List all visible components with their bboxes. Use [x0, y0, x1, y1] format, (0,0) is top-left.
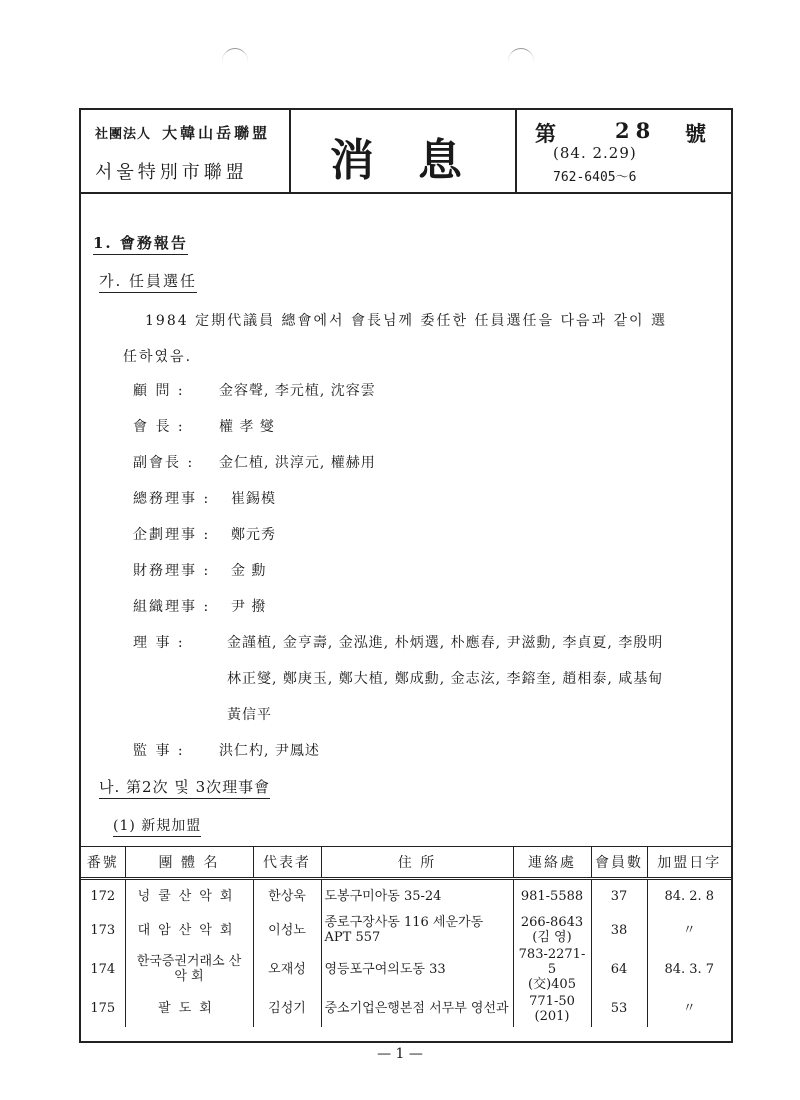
contact-line: 783-2271-5	[518, 947, 586, 977]
column-header: 加盟日字	[647, 847, 731, 879]
contact-line-2: (201)	[534, 1008, 570, 1024]
contact-line: 266-8643	[520, 915, 584, 931]
cell-contact	[513, 993, 591, 1027]
new-member-table	[81, 846, 731, 1027]
issue-number: 28	[615, 118, 657, 143]
officer-role: 企劃理事 :	[133, 527, 211, 543]
column-header: 番號	[81, 847, 125, 879]
newsletter-title: 消息	[330, 135, 506, 186]
officer-role: 顧 問 :	[133, 383, 185, 399]
title-cell	[291, 110, 517, 192]
cell-number: 175	[81, 993, 125, 1027]
newsletter-header	[81, 110, 731, 194]
table-row	[81, 993, 731, 1027]
officer-names: 鄭元秀	[231, 527, 276, 543]
cell-join-date: 84. 2. 8	[664, 888, 715, 904]
cell-club: 넝쿨산악회	[125, 879, 253, 915]
issue-suffix: 號	[685, 121, 706, 146]
officer-names: 金容聲, 李元植, 沈容雲	[219, 383, 376, 399]
contact-line-2: (김 영)	[532, 930, 572, 945]
officer-role: 組織理事 :	[133, 599, 211, 615]
officer-names: 金謹植, 金亨壽, 金泓進, 朴炳選, 朴應春, 尹滋勳, 李貞夏, 李殷明	[227, 635, 664, 651]
cell-join-date: 〃	[682, 922, 696, 938]
officer-names-continued: 林正燮, 鄭庚玉, 鄭大植, 鄭成勳, 金志泫, 李鎔奎, 趙相泰, 咸基甸	[227, 671, 664, 687]
column-header: 團 體 名	[125, 847, 253, 879]
item-heading-new-members: (1) 新規加盟	[113, 815, 201, 837]
cell-representative: 김성기	[253, 993, 321, 1027]
punch-hole-right	[508, 48, 534, 75]
organization-line-2: 서울特別市聯盟	[95, 162, 248, 183]
officer-role: 會 長 :	[133, 419, 185, 435]
cell-members: 37	[591, 879, 647, 915]
officer-names: 金仁植, 洪淳元, 權赫用	[219, 455, 376, 471]
officer-role: 監 事 :	[133, 743, 185, 759]
cell-address: 종로구장사동 116 세운가동 APT 557	[321, 914, 513, 948]
officer-role: 財務理事 :	[133, 563, 211, 579]
phone-number: 762-6405～6	[553, 170, 637, 185]
column-header: 住 所	[321, 847, 513, 879]
section-heading-meeting-report: 1. 會務報告	[93, 232, 188, 255]
cell-members: 64	[591, 948, 647, 993]
table-row	[81, 914, 731, 948]
cell-representative: 이성노	[253, 914, 321, 948]
cell-members: 53	[591, 993, 647, 1027]
cell-number: 173	[81, 914, 125, 948]
cell-number: 174	[81, 948, 125, 993]
table-header-row	[81, 847, 731, 879]
contact-line: 981-5588	[520, 888, 584, 904]
cell-representative: 한상욱	[253, 879, 321, 915]
column-header: 代表者	[253, 847, 321, 879]
cell-contact	[513, 879, 591, 915]
contact-line-2: (交)405	[528, 976, 576, 992]
officer-names: 權 孝 燮	[219, 419, 275, 435]
intro-line-2: 任하였음.	[123, 349, 193, 365]
cell-address: 영등포구여의도동 33	[321, 948, 513, 993]
issue-prefix: 第	[535, 121, 556, 146]
officer-names: 崔錫模	[231, 491, 276, 507]
officer-names-continued: 黃信平	[227, 707, 272, 723]
officer-names: 金 勳	[231, 563, 267, 579]
column-header: 會員數	[591, 847, 647, 879]
intro-line-1: 1984 定期代議員 總會에서 會長님께 委任한 任員選任을 다음과 같이 選	[145, 313, 667, 329]
column-header: 連絡處	[513, 847, 591, 879]
cell-contact	[513, 914, 591, 948]
cell-club: 팔도회	[125, 993, 253, 1027]
officer-role: 理 事 :	[133, 635, 185, 651]
organization-line-1	[95, 122, 270, 143]
cell-address: 도봉구미아동 35-24	[321, 879, 513, 915]
cell-join-date: 84. 3. 7	[664, 961, 715, 977]
cell-club: 대암산악회	[125, 914, 253, 948]
cell-club: 한국증권거래소 산 악 회	[125, 948, 253, 993]
cell-representative: 오재성	[253, 948, 321, 993]
cell-join-date: 〃	[682, 1001, 696, 1017]
issue-date: (84. 2.29)	[553, 144, 637, 162]
cell-address: 중소기업은행본점 서무부 영선과	[321, 993, 513, 1027]
officer-role: 總務理事 :	[133, 491, 211, 507]
subsection-heading-officers: 가. 任員選任	[99, 270, 197, 293]
punch-hole-left	[222, 48, 248, 75]
org-type: 社團法人	[95, 127, 152, 142]
table-row	[81, 879, 731, 915]
newsletter-frame	[79, 108, 733, 1043]
cell-contact	[513, 948, 591, 993]
cell-number: 172	[81, 879, 125, 915]
subsection-heading-board-meeting: 나. 第2次 및 3次理事會	[99, 776, 270, 799]
issue-cell	[517, 110, 731, 192]
officer-names: 尹 撥	[231, 599, 267, 615]
contact-line: 771-50	[529, 993, 575, 1009]
cell-members: 38	[591, 914, 647, 948]
officer-role: 副會長 :	[133, 455, 195, 471]
org-name: 大韓山岳聯盟	[162, 124, 271, 142]
table-row	[81, 948, 731, 993]
organization-cell	[81, 110, 291, 192]
page-number: — 1 —	[377, 1046, 423, 1062]
officer-names: 洪仁杓, 尹鳳述	[219, 743, 320, 759]
